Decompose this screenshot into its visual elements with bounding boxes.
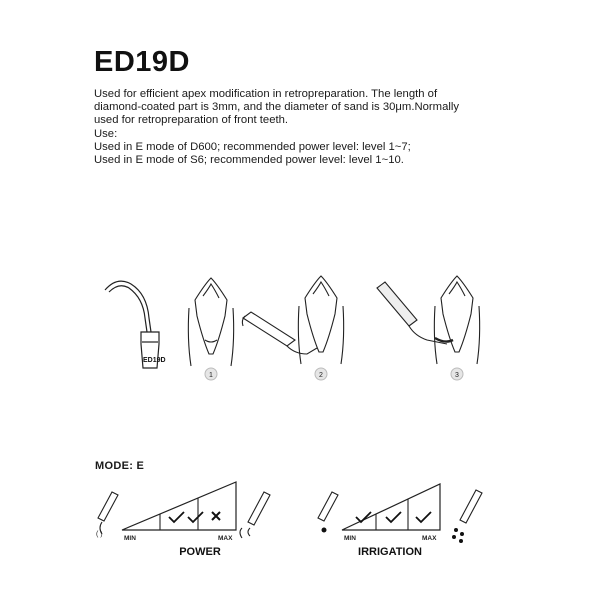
instrument-drawing: [377, 282, 453, 344]
handpiece-icon: [240, 492, 270, 538]
use-heading: Use:: [94, 127, 118, 140]
step-number: 1: [209, 372, 213, 379]
tooth-drawing: [298, 276, 343, 364]
step-number: 3: [455, 372, 459, 379]
power-panel: [96, 482, 270, 558]
check-icon: [169, 512, 184, 522]
description-line: Used in E mode of S6; recommended power level: level 1~10.: [94, 154, 404, 167]
mode-panels: [90, 470, 510, 560]
check-icon: [386, 512, 401, 522]
power-min-label: MIN: [124, 535, 136, 542]
irrigation-title: IRRIGATION: [358, 546, 422, 558]
product-title: ED19D: [94, 46, 190, 78]
handpiece-icon: [318, 492, 338, 521]
water-drop-icon: [322, 528, 327, 533]
check-icon: [416, 512, 431, 522]
tip-drawing: [105, 281, 159, 368]
description-line: Used for efficient apex modification in retropreparation. The length of: [94, 88, 438, 100]
illustration-strip: [95, 270, 495, 390]
description-line: Used in E mode of D600; recommended power level: level 1~7;: [94, 140, 411, 153]
description-line: diamond-coated part is 3mm, and the diameter of sand is 30μm.Normally: [94, 101, 460, 114]
svg-text:( ): ( ): [96, 531, 103, 538]
power-wedge: [122, 482, 236, 530]
handpiece-icon: [460, 490, 482, 523]
irrigation-max-label: MAX: [422, 535, 437, 542]
check-icon: [188, 512, 203, 522]
cross-icon: [212, 512, 220, 520]
description-line: used for retropreparation of front teeth.: [94, 114, 289, 127]
handpiece-icon: [98, 492, 118, 534]
power-max-label: MAX: [218, 535, 233, 542]
tooth-drawing: [434, 276, 479, 364]
water-spray-icon: [452, 528, 464, 543]
irrigation-panel: [318, 484, 482, 558]
tip-label: ED19D: [143, 357, 166, 364]
mode-label: MODE: E: [95, 460, 145, 472]
irrigation-min-label: MIN: [344, 535, 356, 542]
step-number: 2: [319, 372, 323, 379]
power-title: POWER: [179, 546, 221, 558]
instrument-drawing: [242, 312, 317, 354]
description: [94, 88, 524, 167]
tooth-drawing: [188, 278, 233, 366]
